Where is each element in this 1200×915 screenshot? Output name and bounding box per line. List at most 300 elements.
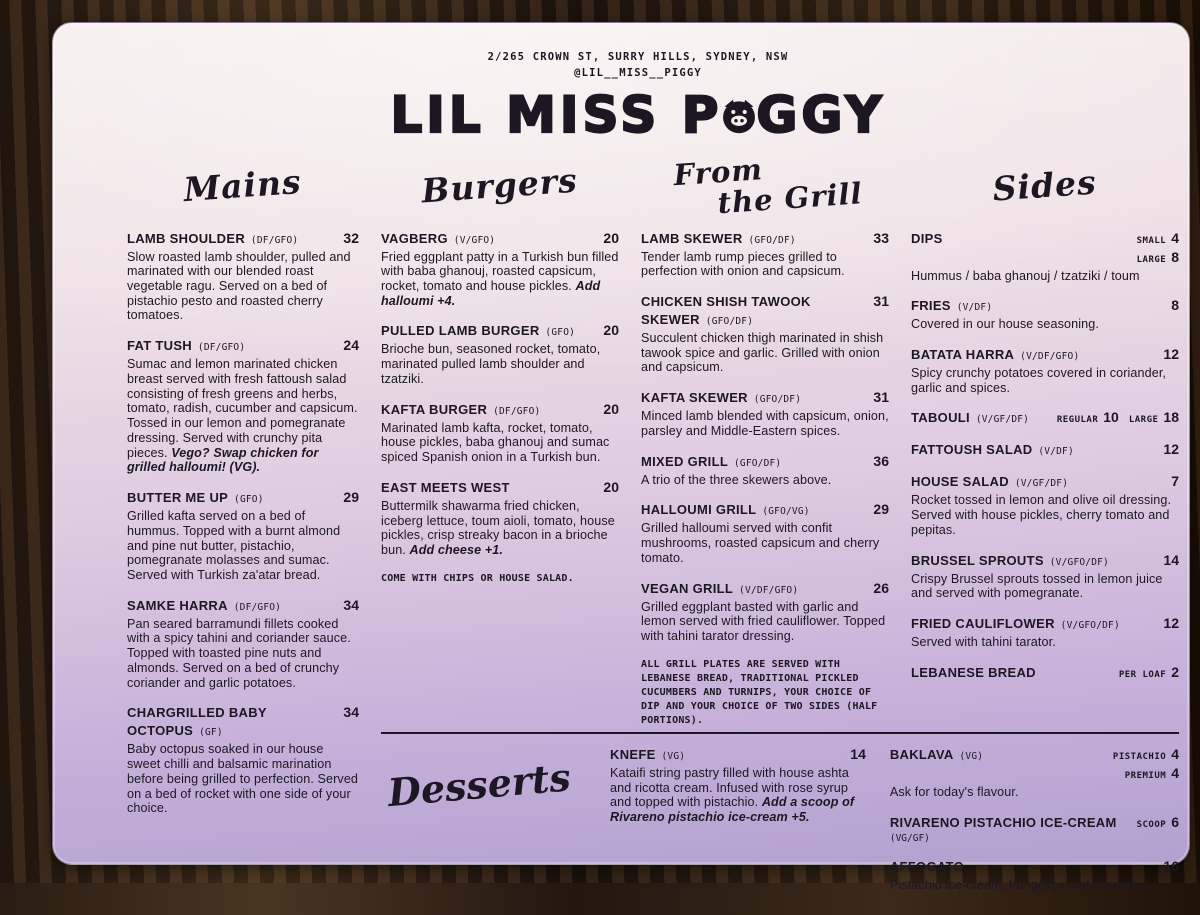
item-name: FATTOUSH SALAD: [911, 442, 1032, 457]
menu-item: [911, 409, 1179, 427]
menu-item-title: [890, 746, 1105, 764]
item-price: [873, 501, 889, 519]
dietary-tags: (V/GFO/DF): [1055, 620, 1120, 631]
item-price: [1137, 230, 1179, 248]
price-value: 29: [343, 489, 359, 505]
menu-item-header: [911, 297, 1179, 315]
pig-face-icon: [720, 93, 758, 137]
menu-item: [127, 337, 359, 475]
item-price: [1163, 552, 1179, 570]
item-price: [343, 704, 359, 722]
desserts-items-left: [610, 746, 866, 906]
item-description: [890, 878, 1179, 893]
item-description-text: Covered in our house seasoning.: [911, 317, 1099, 331]
item-description: [127, 357, 359, 475]
item-description: [127, 509, 359, 583]
menu-item: [641, 453, 889, 488]
menu-item-header: [641, 580, 889, 598]
item-name: VEGAN GRILL: [641, 581, 733, 596]
price-value: 8: [1171, 249, 1179, 265]
section-desserts: [381, 732, 1179, 906]
item-description-text: Spicy crunchy potatoes covered in coriander, garlic and spices.: [911, 366, 1166, 395]
desserts-heading: Desserts: [375, 753, 592, 915]
burgers-items: [381, 230, 619, 558]
dietary-tags: (V/GFO/DF): [1044, 557, 1109, 568]
menu-item: [641, 501, 889, 565]
item-name: MIXED GRILL: [641, 454, 728, 469]
menu-item: [381, 479, 619, 558]
menu-item: [127, 230, 359, 324]
item-name: CHICKEN SHISH TAWOOK SKEWER: [641, 294, 811, 327]
item-price: [1125, 765, 1179, 783]
dietary-tags: (V/DF/GFO): [1014, 351, 1079, 362]
dietary-tags: (GFO/DF): [700, 316, 753, 327]
item-name: DIPS: [911, 231, 943, 246]
price-value: 12: [1163, 346, 1179, 362]
item-name: LAMB SHOULDER: [127, 231, 245, 246]
price-value: 14: [1163, 552, 1179, 568]
item-description: [911, 366, 1179, 395]
dietary-tags: (V/GF/DF): [1009, 478, 1068, 489]
item-description-text: Succulent chicken thigh marinated in shish tawook spice and garlic. Grilled with onion and capsicum.: [641, 331, 883, 374]
menu-item-header: [911, 441, 1179, 459]
price-value: 36: [873, 453, 889, 469]
item-name: VAGBERG: [381, 231, 448, 246]
menu-item: [641, 230, 889, 279]
restaurant-logo: [127, 86, 1149, 144]
item-price: [1163, 615, 1179, 633]
item-prices: [1163, 346, 1179, 364]
item-description: [641, 331, 889, 375]
item-name: TABOULI: [911, 410, 970, 425]
price-value: 18: [1163, 409, 1179, 425]
menu-item: [641, 580, 889, 644]
item-description-text: Baby octopus soaked in our house sweet chilli and balsamic marination before being grilled to perfection. Served on a bed of rocket with one side of your choice.: [127, 742, 358, 815]
item-prices: [1057, 409, 1179, 427]
menu-item-title: [911, 664, 1111, 682]
price-value: 16: [1163, 858, 1179, 874]
dietary-tags: (GFO): [540, 327, 576, 338]
price-label: PREMIUM: [1125, 771, 1166, 781]
item-description: [641, 250, 889, 279]
menu-item-header: [890, 814, 1179, 832]
grill-heading: [639, 145, 892, 238]
menu-item-title: [641, 389, 865, 407]
price-value: 31: [873, 293, 889, 309]
item-description: [911, 317, 1179, 332]
item-description-text: Kataifi string pastry filled with house ashta and ricotta cream. Infused with rose syrup and topped with pistachio.: [610, 766, 849, 809]
menu-item: [911, 346, 1179, 395]
item-price: [1057, 409, 1119, 427]
item-name: LEBANESE BREAD: [911, 665, 1036, 680]
item-prices: [1171, 473, 1179, 491]
item-prices: [603, 479, 619, 497]
menu-item-header: [911, 664, 1179, 682]
menu-item-title: [641, 580, 865, 598]
item-description-text: Served with tahini tarator.: [911, 635, 1056, 649]
item-description-text: Marinated lamb kafta, rocket, tomato, house pickles, baba ghanouj and sumac spiced Spanish onion in a Turkish bun.: [381, 421, 609, 464]
item-description-text: A trio of the three skewers above.: [641, 473, 831, 487]
price-label: SMALL: [1137, 236, 1167, 246]
item-note: Add halloumi +4.: [381, 279, 600, 308]
item-name: CHARGRILLED BABY OCTOPUS: [127, 705, 267, 738]
price-value: 26: [873, 580, 889, 596]
menu-item-title: [127, 704, 335, 740]
item-price: [603, 322, 619, 340]
price-value: 20: [603, 479, 619, 495]
item-description-text: Brioche bun, seasoned rocket, tomato, marinated pulled lamb shoulder and tzatziki.: [381, 342, 600, 385]
menu-item-header: [890, 858, 1179, 876]
item-name: KAFTA SKEWER: [641, 390, 748, 405]
item-description: [641, 409, 889, 438]
menu-item-title: [127, 597, 335, 615]
item-price: [1163, 441, 1179, 459]
price-value: 8: [1171, 297, 1179, 313]
price-value: 34: [343, 597, 359, 613]
menu-item-header: [381, 479, 619, 497]
item-name: HALLOUMI GRILL: [641, 502, 756, 517]
item-name: BRUSSEL SPROUTS: [911, 553, 1044, 568]
menu-grid: [127, 154, 1149, 907]
item-description: [127, 742, 359, 816]
price-value: 4: [1171, 230, 1179, 246]
item-prices: [873, 389, 889, 407]
menu-item-title: [381, 401, 595, 419]
item-prices: [1163, 552, 1179, 570]
menu-item: [911, 615, 1179, 650]
item-prices: [850, 746, 866, 764]
mains-heading: Mains: [125, 146, 362, 238]
menu-item-title: [911, 441, 1155, 459]
menu-card: [52, 22, 1190, 865]
item-description: [911, 269, 1179, 284]
price-value: 7: [1171, 473, 1179, 489]
price-value: 31: [873, 389, 889, 405]
price-label: REGULAR: [1057, 415, 1098, 425]
item-description: [641, 600, 889, 644]
item-prices: [1137, 230, 1179, 267]
menu-item-title: [911, 346, 1155, 364]
price-label: PISTACHIO: [1113, 752, 1166, 762]
menu-item-title: [610, 746, 842, 764]
menu-item-header: [381, 401, 619, 419]
dietary-tags: (V/GF/DF): [970, 414, 1029, 425]
item-price: [1129, 409, 1179, 427]
menu-item-title: [890, 858, 1156, 876]
menu-item-title: [911, 473, 1163, 491]
item-price: [603, 230, 619, 248]
menu-item-header: [641, 453, 889, 471]
menu-item: [911, 552, 1179, 601]
price-value: 2: [1171, 664, 1179, 680]
item-description-text: Fried eggplant patty in a Turkish bun filled with baba ghanouj, roasted capsicum, rocket, tomato and house pickles.: [381, 250, 619, 293]
item-note: Vego? Swap chicken for grilled halloumi! (VG).: [127, 446, 319, 475]
menu-item: [641, 293, 889, 375]
item-description-text: Grilled kafta served on a bed of hummus. Topped with a burnt almond and pine nut butter, pistachio, pomegranate molasses and sumac. Served with Turkish za'atar bread.: [127, 509, 340, 582]
menu-item: [381, 401, 619, 465]
price-value: 12: [1163, 441, 1179, 457]
dietary-tags: (GFO/VG): [756, 506, 809, 517]
price-label: PER LOAF: [1119, 670, 1166, 680]
menu-item-header: [610, 746, 866, 764]
burgers-footnote: COME WITH CHIPS OR HOUSE SALAD.: [381, 572, 619, 586]
menu-item-title: [641, 501, 865, 519]
item-price: [343, 489, 359, 507]
item-price: [1171, 297, 1179, 315]
section-mains: [127, 154, 359, 907]
item-prices: [873, 293, 889, 311]
restaurant-address: 2/265 CROWN ST, SURRY HILLS, SYDNEY, NSW: [127, 49, 1149, 65]
dietary-tags: (DF/GFO): [487, 406, 540, 417]
price-value: 20: [603, 401, 619, 417]
item-price: [1137, 814, 1179, 832]
item-note: Add cheese +1.: [410, 543, 503, 557]
dietary-tags: (GFO): [228, 494, 264, 505]
price-label: LARGE: [1129, 415, 1159, 425]
item-name: HOUSE SALAD: [911, 474, 1009, 489]
menu-item-header: [890, 746, 1179, 783]
menu-item-header: [911, 615, 1179, 633]
item-price: [1137, 249, 1179, 267]
dietary-tags: (DF/GFO): [228, 602, 281, 613]
price-value: 24: [343, 337, 359, 353]
section-grill: [641, 154, 889, 728]
menu-item-header: [911, 409, 1179, 427]
menu-item-header: [127, 337, 359, 355]
price-value: 33: [873, 230, 889, 246]
item-description-text: Grilled halloumi served with confit mushrooms, roasted capsicum and cherry tomato.: [641, 521, 879, 564]
item-description: [610, 766, 866, 825]
grill-heading-line1: From: [639, 145, 889, 194]
menu-item: [911, 664, 1179, 682]
dietary-tags: (V/GFO): [448, 235, 495, 246]
burgers-heading: Burgers: [379, 145, 622, 237]
item-prices: [343, 337, 359, 355]
item-prices: [603, 322, 619, 340]
menu-item-title: [127, 489, 335, 507]
item-price: [1119, 664, 1179, 682]
item-price: [873, 293, 889, 311]
item-description-text: Pistachio ice-cream, frangelico and espresso.: [890, 878, 1149, 892]
menu-item-title: [641, 453, 865, 471]
item-name: EAST MEETS WEST: [381, 480, 510, 495]
dietary-tags: (VG): [656, 751, 686, 762]
instagram-handle: @LIL__MISS__PIGGY: [127, 65, 1149, 81]
mains-items: [127, 230, 359, 817]
menu-item: [127, 704, 359, 816]
menu-item: [610, 746, 866, 825]
price-value: 10: [1103, 409, 1119, 425]
item-description: [381, 499, 619, 558]
menu-item-header: [641, 389, 889, 407]
section-burgers: [381, 154, 619, 728]
item-name: LAMB SKEWER: [641, 231, 743, 246]
dietary-tags: (DF/GFO): [192, 342, 245, 353]
logo-text-left: LIL MISS P: [390, 86, 722, 144]
item-description: [890, 785, 1179, 800]
menu-item-title: [381, 322, 595, 340]
item-description-text: Buttermilk shawarma fried chicken, iceberg lettuce, toum aioli, tomato, house pickles, crisp streaky bacon in a brioche bun.: [381, 499, 615, 557]
menu-item: [890, 746, 1179, 800]
item-description-text: Tender lamb rump pieces grilled to perfection with onion and capsicum.: [641, 250, 845, 279]
menu-item-header: [127, 704, 359, 740]
item-price: [873, 580, 889, 598]
menu-item-header: [641, 501, 889, 519]
sides-heading: Sides: [909, 144, 1182, 239]
item-name: AFFOGATO: [890, 859, 964, 874]
price-value: 34: [343, 704, 359, 720]
dietary-tags: (V/DF/GFO): [733, 585, 798, 596]
item-name: BUTTER ME UP: [127, 490, 228, 505]
item-prices: [873, 580, 889, 598]
dietary-tags: (VG/GF): [890, 833, 1179, 844]
item-price: [343, 230, 359, 248]
menu-item-header: [127, 597, 359, 615]
item-description-text: Rocket tossed in lemon and olive oil dressing. Served with house pickles, cherry tomato and pepitas.: [911, 493, 1171, 536]
price-label: LARGE: [1137, 255, 1167, 265]
item-price: [873, 453, 889, 471]
item-name: PULLED LAMB BURGER: [381, 323, 540, 338]
item-description-text: Ask for today's flavour.: [890, 785, 1019, 799]
item-name: KNEFE: [610, 747, 656, 762]
item-description-text: Minced lamb blended with capsicum, onion, parsley and Middle-Eastern spices.: [641, 409, 889, 438]
menu-item-header: [381, 322, 619, 340]
item-description: [911, 635, 1179, 650]
menu-item: [381, 322, 619, 386]
menu-item-header: [911, 346, 1179, 364]
menu-item: [911, 473, 1179, 537]
dietary-tags: (GFO/DF): [743, 235, 796, 246]
item-prices: [873, 501, 889, 519]
menu-item-header: [911, 473, 1179, 491]
menu-item: [890, 814, 1179, 844]
item-description-text: Sumac and lemon marinated chicken breast served with fresh fattoush salad consisting of fresh greens and herbs, tomato, radish, cucumber and capsicum. Tossed in our lemon and pomegranate dressing. Served with crunchy pita pieces.: [127, 357, 358, 459]
menu-item: [127, 489, 359, 583]
item-price: [1113, 746, 1179, 764]
dietary-tags: (GFO/DF): [748, 394, 801, 405]
menu-item-title: [911, 552, 1155, 570]
section-sides: [911, 154, 1179, 728]
item-prices: [1119, 664, 1179, 682]
item-description: [911, 493, 1179, 537]
item-name: FRIED CAULIFLOWER: [911, 616, 1055, 631]
item-price: [1163, 346, 1179, 364]
item-prices: [343, 489, 359, 507]
item-description: [381, 342, 619, 386]
item-prices: [1171, 297, 1179, 315]
item-name: RIVARENO PISTACHIO ICE-CREAM: [890, 815, 1117, 830]
menu-item-title: [890, 814, 1129, 832]
price-value: 20: [603, 322, 619, 338]
item-name: BAKLAVA: [890, 747, 954, 762]
price-value: 12: [1163, 615, 1179, 631]
price-value: 4: [1171, 746, 1179, 762]
item-description-text: Pan seared barramundi fillets cooked with a spicy tahini and coriander sauce. Topped with toasted pine nuts and almonds. Served on a bed of crunchy coriander and garlic potatoes.: [127, 617, 351, 690]
item-name: FAT TUSH: [127, 338, 192, 353]
item-prices: [1113, 746, 1179, 783]
item-name: BATATA HARRA: [911, 347, 1014, 362]
price-value: 14: [850, 746, 866, 762]
item-prices: [873, 230, 889, 248]
item-prices: [1163, 858, 1179, 876]
item-description: [641, 473, 889, 488]
item-prices: [343, 597, 359, 615]
grill-items: [641, 230, 889, 644]
price-value: 29: [873, 501, 889, 517]
item-prices: [343, 704, 359, 722]
dietary-tags: (DF/GFO): [245, 235, 298, 246]
item-prices: [343, 230, 359, 248]
item-prices: [1163, 441, 1179, 459]
dietary-tags: (V/DF): [1032, 446, 1073, 457]
item-price: [603, 401, 619, 419]
menu-header: [127, 49, 1149, 144]
item-description: [127, 617, 359, 691]
menu-item-title: [911, 409, 1049, 427]
menu-item: [911, 297, 1179, 332]
menu-item-title: [911, 297, 1163, 315]
item-price: [603, 479, 619, 497]
price-label: SCOOP: [1137, 820, 1167, 830]
item-price: [343, 597, 359, 615]
item-name: SAMKE HARRA: [127, 598, 228, 613]
menu-item-title: [641, 293, 865, 329]
sides-items: [911, 230, 1179, 682]
menu-item: [911, 441, 1179, 459]
item-prices: [1137, 814, 1179, 832]
menu-item: [381, 230, 619, 309]
menu-item: [641, 389, 889, 438]
item-description-text: Hummus / baba ghanouj / tzatziki / toum: [911, 269, 1140, 283]
menu-item-header: [641, 293, 889, 329]
item-description-text: Grilled eggplant basted with garlic and lemon served with fried cauliflower. Topped with tahini tarator dressing.: [641, 600, 885, 643]
price-value: 20: [603, 230, 619, 246]
menu-item-title: [127, 337, 335, 355]
item-price: [873, 230, 889, 248]
price-value: 32: [343, 230, 359, 246]
logo-text-right: GGY: [756, 86, 885, 144]
dietary-tags: (VG): [954, 751, 984, 762]
item-description: [641, 521, 889, 565]
item-price: [343, 337, 359, 355]
item-prices: [603, 401, 619, 419]
item-note: Add a scoop of Rivareno pistachio ice-cream +5.: [610, 795, 854, 824]
item-description: [911, 572, 1179, 601]
item-description-text: Crispy Brussel sprouts tossed in lemon juice and served with pomegranate.: [911, 572, 1162, 601]
item-prices: [603, 230, 619, 248]
item-description: [381, 250, 619, 309]
menu-item: [911, 230, 1179, 284]
desserts-items-right: [890, 746, 1179, 906]
menu-item: [890, 858, 1179, 893]
item-name: KAFTA BURGER: [381, 402, 487, 417]
grill-heading-line2: the Grill: [641, 176, 891, 225]
item-description: [127, 250, 359, 324]
item-price: [1163, 858, 1179, 876]
item-prices: [1163, 615, 1179, 633]
grill-footnote: ALL GRILL PLATES ARE SERVED WITH LEBANESE BREAD, TRADITIONAL PICKLED CUCUMBERS AND TURNIPS, YOUR CHOICE OF DIP AND YOUR CHOICE OF TWO SIDES (HALF PORTIONS).: [641, 658, 889, 728]
dietary-tags: (V/DF): [951, 302, 992, 313]
item-price: [850, 746, 866, 764]
item-description-text: Slow roasted lamb shoulder, pulled and marinated with our blended roast vegetable ragu. Served on a bed of pistachio pesto and roasted cherry tomatoes.: [127, 250, 351, 323]
menu-item-title: [381, 479, 595, 497]
item-price: [1171, 473, 1179, 491]
price-value: 6: [1171, 814, 1179, 830]
menu-item-header: [127, 489, 359, 507]
dietary-tags: (GF): [193, 727, 223, 738]
item-price: [873, 389, 889, 407]
item-description: [381, 421, 619, 465]
